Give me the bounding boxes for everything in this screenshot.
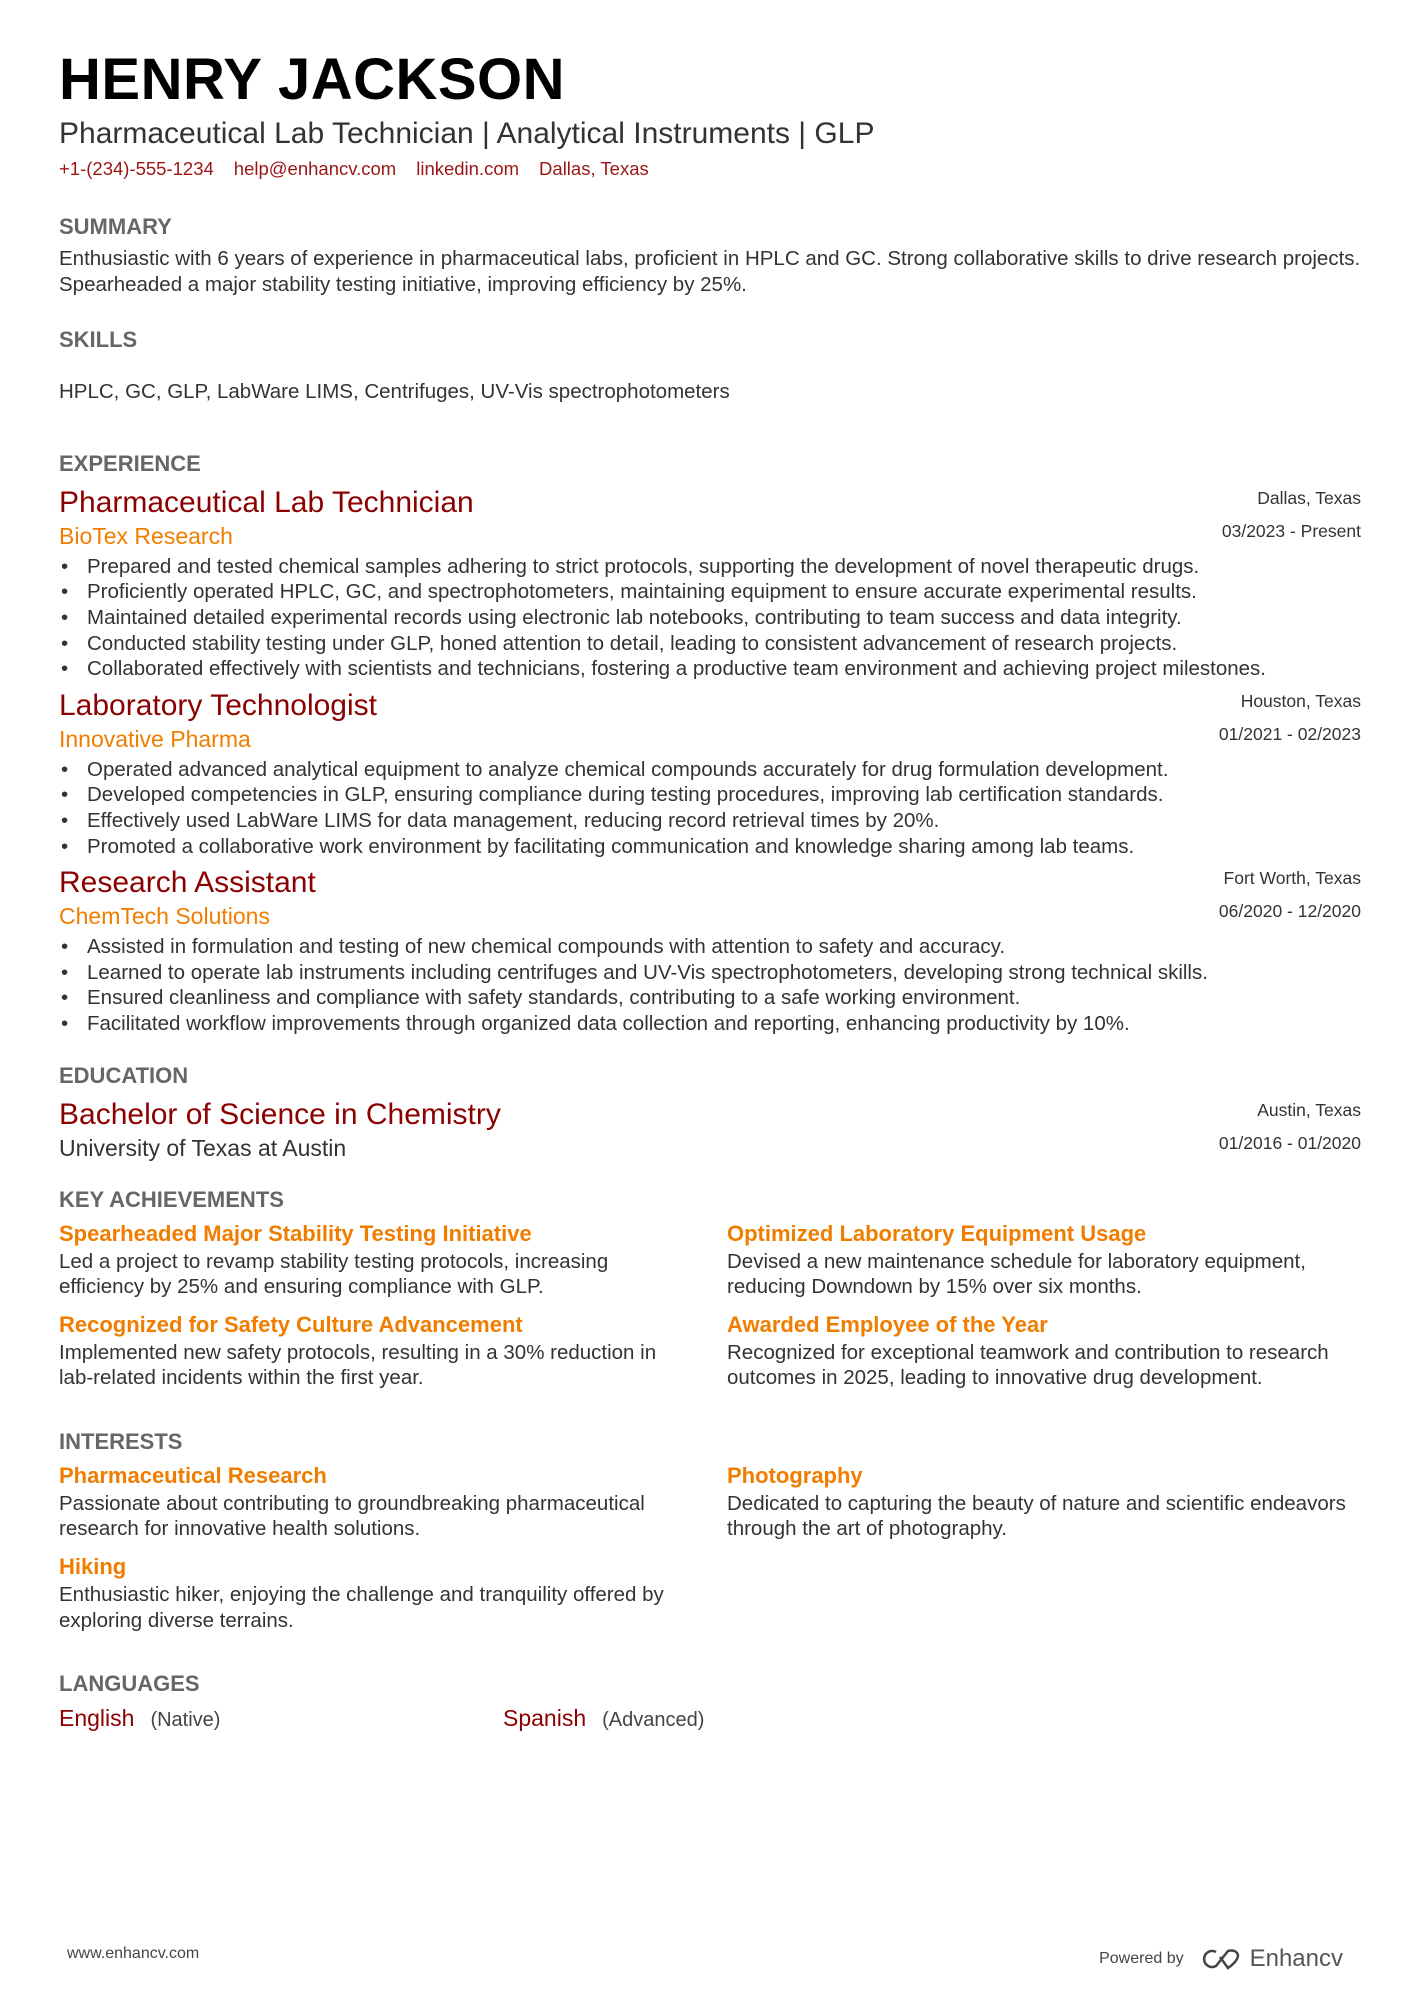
website-link[interactable]: www.enhancv.com	[67, 1945, 200, 1962]
interests-heading: INTERESTS	[59, 1428, 183, 1454]
bullet-item: • Collaborated effectively with scientists and technicians, fostering a productive team environment and achieving project milestones.	[59, 656, 1361, 682]
language-name: Spanish	[503, 1705, 587, 1732]
bullet-item: • Effectively used LabWare LIMS for data management, reducing record retrieval times by 20%.	[59, 808, 1361, 834]
bullet-item: • Operated advanced analytical equipment to analyze chemical compounds accurately for drug formulation development.	[59, 757, 1361, 783]
bullet-item: • Promoted a collaborative work environment by facilitating communication and knowledge sharing among lab teams.	[59, 834, 1361, 860]
bullet-item: • Developed competencies in GLP, ensuring compliance during testing procedures, improving lab certification standards.	[59, 782, 1361, 808]
job-title: Research Assistant	[59, 866, 316, 900]
phone[interactable]: +1-(234)-555-1234	[59, 158, 214, 179]
achievement-item-description: Recognized for exceptional teamwork and contribution to research outcomes in 2025, leading to innovative drug development.	[727, 1340, 1329, 1390]
language-name: English	[59, 1705, 135, 1732]
interest-item-description: Passionate about contributing to groundbreaking pharmaceutical research for innovative health solutions.	[59, 1491, 645, 1541]
experience-list	[59, 485, 1361, 1037]
job-title-block	[59, 865, 316, 931]
candidate-name: HENRY JACKSON	[59, 47, 566, 112]
job-dates: 03/2023 - Present	[1221, 520, 1361, 541]
education-location: Austin, Texas	[1257, 1099, 1361, 1120]
job-bullets	[59, 554, 1361, 682]
achievement-item-description: Devised a new maintenance schedule for laboratory equipment, reducing Downdown by 15% over six months.	[727, 1249, 1306, 1299]
footer	[67, 1945, 1343, 1973]
bullet-item: • Prepared and tested chemical samples adhering to strict protocols, supporting the development of novel therapeutic drugs.	[59, 554, 1361, 580]
language-level: (Advanced)	[602, 1709, 705, 1732]
job-dates: 06/2020 - 12/2020	[1218, 901, 1361, 922]
interest-item-title: Pharmaceutical Research	[59, 1462, 327, 1488]
job-meta	[1219, 688, 1361, 747]
education-entry	[59, 1097, 1361, 1163]
bullet-item: • Facilitated workflow improvements through organized data collection and reporting, enhancing productivity by 10%.	[59, 1011, 1361, 1037]
job-bullets	[59, 934, 1361, 1036]
skills-heading: SKILLS	[59, 327, 138, 353]
contact-info	[59, 158, 1361, 180]
email-link[interactable]: help@enhancv.com	[233, 158, 397, 179]
brand-name: Enhancv	[1249, 1945, 1343, 1972]
job-header	[59, 485, 1361, 551]
bullet-item: • Ensured cleanliness and compliance with safety standards, contributing to a safe working environment.	[59, 985, 1361, 1011]
powered-by: Powered by	[1099, 1950, 1184, 1967]
experience-heading: EXPERIENCE	[59, 450, 201, 476]
job-title-block	[59, 688, 377, 754]
education-dates: 01/2016 - 01/2020	[1218, 1132, 1361, 1153]
bullet-item: • Conducted stability testing under GLP, honed attention to detail, leading to consistent advancement of research projects.	[59, 631, 1361, 657]
bullet-item: • Assisted in formulation and testing of new chemical compounds with attention to safety and accuracy.	[59, 934, 1361, 960]
enhancv-logo-icon	[1198, 1947, 1242, 1971]
degree: Bachelor of Science in Chemistry	[59, 1097, 501, 1131]
school: University of Texas at Austin	[59, 1134, 347, 1161]
job-entry	[59, 485, 1361, 682]
interest-item	[59, 1461, 727, 1542]
company-name: Innovative Pharma	[59, 725, 251, 752]
interest-item	[727, 1461, 1361, 1542]
bullet-item: • Maintained detailed experimental records using electronic lab notebooks, contributing to team success and data integrity.	[59, 605, 1361, 631]
interest-item-title: Photography	[727, 1462, 863, 1488]
company-name: ChemTech Solutions	[59, 903, 270, 930]
job-location: Dallas, Texas	[1257, 487, 1361, 508]
achievement-item-title: Recognized for Safety Culture Advancement	[59, 1311, 523, 1337]
linkedin-link[interactable]: linkedin.com	[416, 158, 520, 179]
job-header	[59, 865, 1361, 931]
achievement-item	[59, 1219, 727, 1300]
language-item	[503, 1705, 947, 1732]
job-bullets	[59, 757, 1361, 859]
achievement-item-title: Awarded Employee of the Year	[727, 1311, 1048, 1337]
achievement-item-title: Optimized Laboratory Equipment Usage	[727, 1220, 1147, 1246]
company-name: BioTex Research	[59, 522, 233, 549]
enhancv-logo[interactable]	[1198, 1945, 1343, 1973]
bullet-item: • Proficiently operated HPLC, GC, and spectrophotometers, maintaining equipment to ensure accurate experimental results.	[59, 579, 1361, 605]
job-location: Houston, Texas	[1240, 690, 1361, 711]
achievement-item-description: Implemented new safety protocols, resulting in a 30% reduction in lab-related incidents within the first year.	[59, 1340, 657, 1390]
achievements-grid	[59, 1219, 1361, 1391]
interest-item-title: Hiking	[59, 1554, 127, 1580]
location: Dallas, Texas	[539, 158, 649, 179]
job-dates: 01/2021 - 02/2023	[1218, 723, 1361, 744]
job-meta	[1219, 865, 1361, 924]
job-header	[59, 688, 1361, 754]
skills-text: HPLC, GC, GLP, LabWare LIMS, Centrifuges, UV-Vis spectrophotometers	[59, 380, 730, 404]
job-location: Fort Worth, Texas	[1223, 868, 1361, 889]
achievement-item	[727, 1219, 1361, 1300]
job-entry	[59, 865, 1361, 1036]
job-meta	[1222, 485, 1361, 544]
bullet-item: • Learned to operate lab instruments including centrifuges and UV-Vis spectrophotometers, developing strong technical skills.	[59, 960, 1361, 986]
job-entry	[59, 688, 1361, 859]
summary-text: Enthusiastic with 6 years of experience in pharmaceutical labs, proficient in HPLC and GC. Strong collaborative skills to drive research projects. Spearheaded a major stability testing initiative, improving efficiency by 25%.	[59, 247, 1361, 296]
education-heading: EDUCATION	[59, 1062, 189, 1088]
language-item	[59, 1705, 503, 1732]
languages-list	[59, 1705, 1361, 1732]
job-title: Laboratory Technologist	[59, 688, 377, 722]
achievement-item	[59, 1310, 727, 1391]
summary-heading: SUMMARY	[59, 214, 172, 239]
achievement-item-description: Led a project to revamp stability testing protocols, increasing efficiency by 25% and ensuring compliance with GLP.	[59, 1249, 609, 1299]
language-level: (Native)	[150, 1709, 221, 1732]
interest-item-description: Dedicated to capturing the beauty of nature and scientific endeavors through the art of photography.	[727, 1491, 1346, 1541]
job-title: Pharmaceutical Lab Technician	[59, 485, 474, 519]
headline: Pharmaceutical Lab Technician | Analytical Instruments | GLP	[59, 117, 875, 150]
achievements-heading: KEY ACHIEVEMENTS	[59, 1186, 284, 1212]
achievement-item	[727, 1310, 1361, 1391]
interest-item	[59, 1552, 727, 1633]
languages-heading: LANGUAGES	[59, 1671, 200, 1697]
resume	[59, 48, 1361, 1732]
interest-item-description: Enthusiastic hiker, enjoying the challenge and tranquility offered by exploring diverse terrains.	[59, 1583, 664, 1632]
achievement-item-title: Spearheaded Major Stability Testing Initiative	[59, 1220, 532, 1246]
job-title-block	[59, 485, 474, 551]
interests-grid	[59, 1461, 1361, 1633]
